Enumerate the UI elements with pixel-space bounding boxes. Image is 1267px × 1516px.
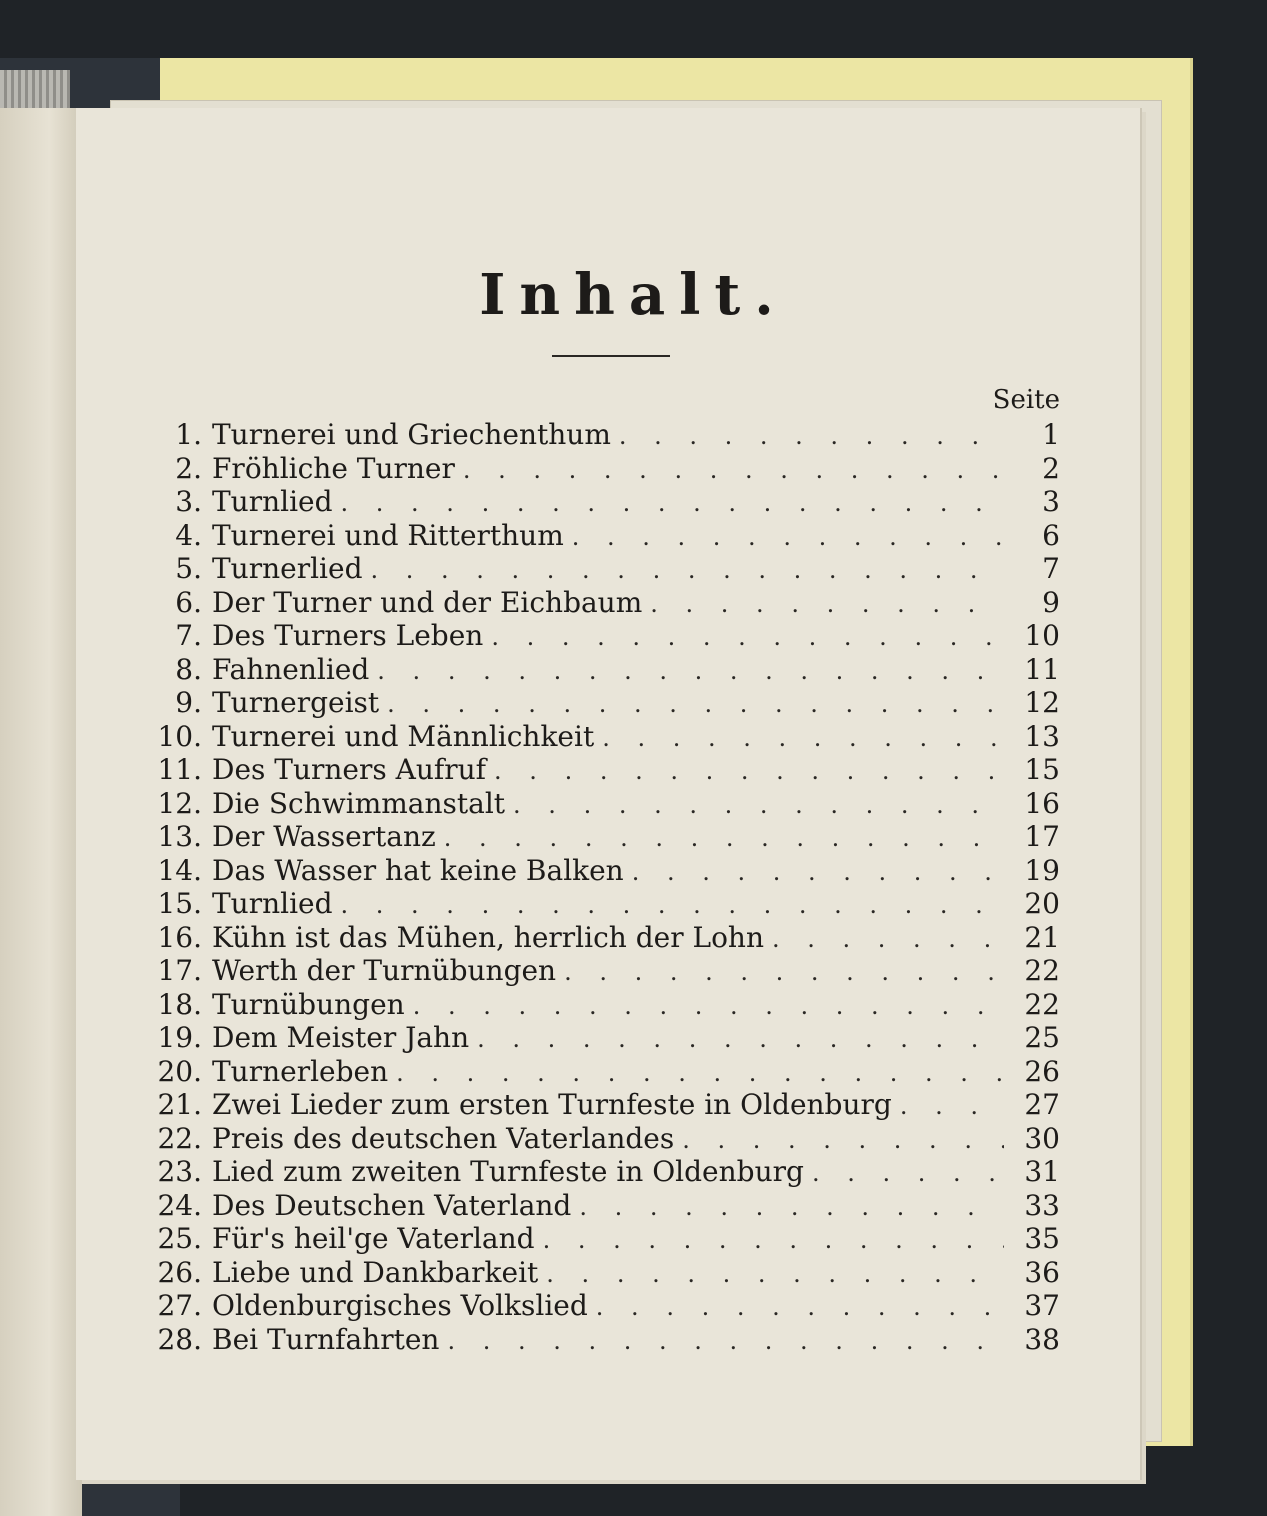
entry-title: Zwei Lieder zum ersten Turnfeste in Oldenburg xyxy=(212,1088,892,1121)
toc-entry xyxy=(140,686,1060,720)
entry-number: 4. xyxy=(175,518,202,552)
dot-leader xyxy=(900,1092,1004,1120)
dot-leader xyxy=(596,1293,1004,1321)
entry-title: Turnlied xyxy=(212,485,333,518)
entry-number: 13. xyxy=(157,820,202,853)
entry-page-number: 19 xyxy=(1024,853,1060,887)
entry-number: 2. xyxy=(175,451,202,485)
entry-number: 22. xyxy=(157,1121,202,1155)
toc-entry xyxy=(140,720,1060,754)
entry-page-number: 3 xyxy=(1042,485,1060,518)
entry-page-number: 38 xyxy=(1024,1322,1060,1356)
entry-title: Turnübungen xyxy=(212,987,405,1021)
entry-page-number: 35 xyxy=(1024,1222,1060,1255)
entry-title: Turnerei und Ritterthum xyxy=(212,518,564,552)
entry-title: Des Deutschen Vaterland xyxy=(212,1188,572,1222)
entry-number: 5. xyxy=(175,552,202,585)
entry-title: Liebe und Dankbarkeit xyxy=(212,1255,539,1289)
toc-entry xyxy=(140,1222,1060,1256)
entry-number: 16. xyxy=(157,920,202,954)
dot-leader xyxy=(444,824,1004,852)
entry-page-number: 12 xyxy=(1024,686,1060,719)
entry-number: 28. xyxy=(157,1322,202,1356)
toc-entry xyxy=(140,787,1060,821)
entry-page-number: 10 xyxy=(1024,619,1060,652)
binding-thread xyxy=(0,70,70,110)
dot-leader xyxy=(341,891,1004,919)
entry-number: 3. xyxy=(175,485,202,518)
entry-title: Des Turners Leben xyxy=(212,619,484,652)
dot-leader xyxy=(772,925,1004,953)
entry-number: 7. xyxy=(175,619,202,652)
entry-page-number: 13 xyxy=(1024,719,1060,753)
entry-page-number: 22 xyxy=(1024,987,1060,1021)
entry-number: 14. xyxy=(157,853,202,887)
entry-page-number: 25 xyxy=(1024,1021,1060,1054)
title-rule xyxy=(552,355,670,357)
entry-number: 21. xyxy=(157,1088,202,1121)
entry-title: Turnerei und Griechenthum xyxy=(212,418,611,451)
entry-number: 18. xyxy=(157,987,202,1021)
toc-entry xyxy=(140,519,1060,553)
dot-leader xyxy=(602,724,1004,752)
toc-entry xyxy=(140,586,1060,620)
toc-entry xyxy=(140,653,1060,687)
entry-title: Turnergeist xyxy=(212,686,380,719)
toc-entry xyxy=(140,1189,1060,1223)
entry-title: Turnerei und Männlichkeit xyxy=(212,719,595,753)
dot-leader xyxy=(463,456,1004,484)
entry-title: Lied zum zweiten Turnfeste in Oldenburg xyxy=(212,1155,804,1188)
dot-leader xyxy=(543,1226,1004,1254)
entry-number: 25. xyxy=(157,1222,202,1255)
entry-title: Die Schwimmanstalt xyxy=(212,786,506,820)
entry-page-number: 31 xyxy=(1024,1155,1060,1188)
entry-title: Fröhliche Turner xyxy=(212,451,455,485)
entry-title: Fahnenlied xyxy=(212,652,370,686)
toc-entry xyxy=(140,954,1060,988)
toc-entry xyxy=(140,887,1060,921)
dot-leader xyxy=(494,757,1004,785)
entry-page-number: 7 xyxy=(1042,552,1060,585)
entry-number: 6. xyxy=(175,585,202,619)
entry-page-number: 20 xyxy=(1024,887,1060,920)
entry-number: 10. xyxy=(157,719,202,753)
toc-entry xyxy=(140,552,1060,586)
entry-number: 20. xyxy=(157,1054,202,1088)
entry-title: Das Wasser hat keine Balken xyxy=(212,853,624,887)
entry-page-number: 36 xyxy=(1024,1255,1060,1289)
page-title: Inhalt. xyxy=(479,262,788,328)
toc-entry xyxy=(140,1088,1060,1122)
entry-number: 9. xyxy=(175,686,202,719)
entry-number: 1. xyxy=(175,418,202,451)
toc-entry xyxy=(140,619,1060,653)
entry-number: 27. xyxy=(157,1289,202,1322)
toc-entry xyxy=(140,854,1060,888)
entry-page-number: 30 xyxy=(1024,1121,1060,1155)
entry-title: Kühn ist das Mühen, herrlich der Lohn xyxy=(212,920,765,954)
entry-number: 23. xyxy=(157,1155,202,1188)
entry-title: Turnerlied xyxy=(212,552,363,585)
dot-leader xyxy=(572,523,1004,551)
entry-title: Dem Meister Jahn xyxy=(212,1021,470,1054)
dot-leader xyxy=(396,1059,1004,1087)
dot-leader xyxy=(447,1327,1004,1355)
entry-number: 19. xyxy=(157,1021,202,1054)
dot-leader xyxy=(650,590,1004,618)
entry-title: Der Turner und der Eichbaum xyxy=(212,585,643,619)
dot-leader xyxy=(341,489,1004,517)
table-of-contents xyxy=(140,418,1060,1356)
entry-title: Bei Turnfahrten xyxy=(212,1322,440,1356)
toc-entry xyxy=(140,418,1060,452)
toc-entry xyxy=(140,1256,1060,1290)
dot-leader xyxy=(632,858,1004,886)
dot-leader xyxy=(413,992,1004,1020)
entry-title: Des Turners Aufruf xyxy=(212,753,487,786)
toc-entry xyxy=(140,1055,1060,1089)
entry-page-number: 33 xyxy=(1024,1188,1060,1222)
dot-leader xyxy=(579,1193,1004,1221)
dot-leader xyxy=(491,623,1004,651)
dot-leader xyxy=(564,958,1004,986)
toc-entry xyxy=(140,1289,1060,1323)
entry-title: Für's heil'ge Vaterland xyxy=(212,1222,535,1255)
entry-page-number: 26 xyxy=(1024,1054,1060,1088)
entry-number: 24. xyxy=(157,1188,202,1222)
entry-title: Der Wassertanz xyxy=(212,820,436,853)
entry-number: 26. xyxy=(157,1255,202,1289)
toc-entry xyxy=(140,1021,1060,1055)
entry-title: Werth der Turnübungen xyxy=(212,954,557,987)
entry-page-number: 9 xyxy=(1042,585,1060,619)
dot-leader xyxy=(513,791,1004,819)
entry-title: Turnlied xyxy=(212,887,333,920)
entry-number: 12. xyxy=(157,786,202,820)
entry-page-number: 37 xyxy=(1024,1289,1060,1322)
entry-title: Oldenburgisches Volkslied xyxy=(212,1289,588,1322)
entry-page-number: 11 xyxy=(1024,652,1060,686)
entry-page-number: 2 xyxy=(1042,451,1060,485)
toc-entry xyxy=(140,452,1060,486)
toc-entry xyxy=(140,988,1060,1022)
dot-leader xyxy=(619,422,1004,450)
entry-page-number: 6 xyxy=(1042,518,1060,552)
entry-page-number: 16 xyxy=(1024,786,1060,820)
entry-page-number: 15 xyxy=(1024,753,1060,786)
entry-title: Preis des deutschen Vaterlandes xyxy=(212,1121,675,1155)
entry-number: 17. xyxy=(157,954,202,987)
toc-entry xyxy=(140,820,1060,854)
dot-leader xyxy=(546,1260,1004,1288)
dot-leader xyxy=(387,690,1004,718)
entry-title: Turnerleben xyxy=(212,1054,389,1088)
entry-number: 11. xyxy=(157,753,202,786)
entry-page-number: 27 xyxy=(1024,1088,1060,1121)
entry-page-number: 21 xyxy=(1024,920,1060,954)
page-column-label: Seite xyxy=(992,385,1060,415)
toc-entry xyxy=(140,1122,1060,1156)
dot-leader xyxy=(682,1126,1004,1154)
toc-entry xyxy=(140,921,1060,955)
dot-leader xyxy=(477,1025,1004,1053)
entry-number: 15. xyxy=(157,887,202,920)
toc-entry xyxy=(140,485,1060,519)
entry-page-number: 1 xyxy=(1042,418,1060,451)
entry-number: 8. xyxy=(175,652,202,686)
toc-entry xyxy=(140,753,1060,787)
entry-page-number: 22 xyxy=(1024,954,1060,987)
toc-entry xyxy=(140,1323,1060,1357)
entry-page-number: 17 xyxy=(1024,820,1060,853)
dot-leader xyxy=(371,556,1005,584)
toc-entry xyxy=(140,1155,1060,1189)
dot-leader xyxy=(377,657,1004,685)
dot-leader xyxy=(812,1159,1004,1187)
